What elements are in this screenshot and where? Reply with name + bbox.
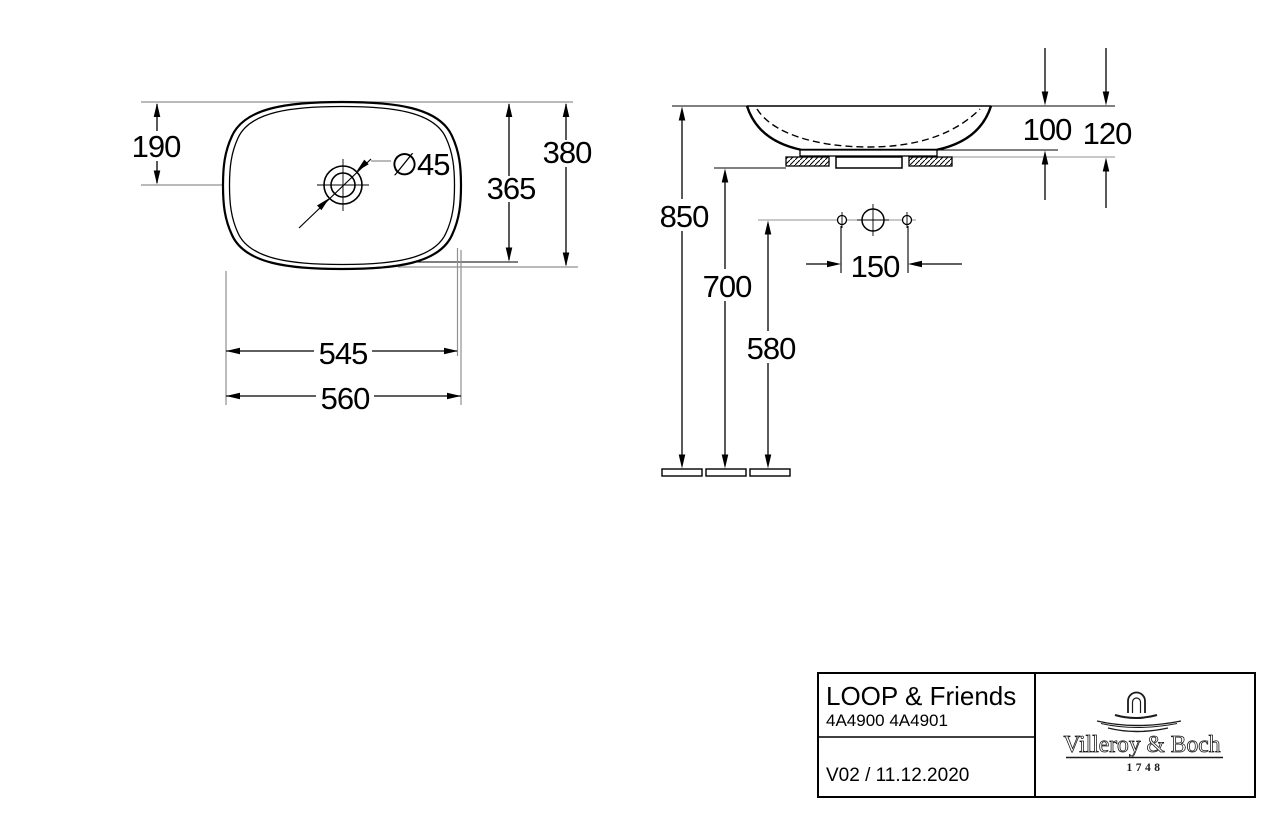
dim-label-365: 365 <box>486 171 536 206</box>
dim-label-580: 580 <box>746 331 796 366</box>
dim-arrow <box>226 348 240 355</box>
brand-founded-year: 1748 <box>1126 762 1164 774</box>
mounting-pad-right <box>909 157 952 166</box>
mounting-pad-left <box>786 157 829 166</box>
dim-arrow <box>506 103 513 117</box>
dim-label-120: 120 <box>1082 116 1132 151</box>
dim-arrow <box>722 455 729 469</box>
dim-arrow <box>563 103 570 117</box>
title-block <box>818 673 1255 797</box>
dim-label-100: 100 <box>1022 112 1072 147</box>
dim-arrow <box>563 253 570 267</box>
dim-arrow <box>827 261 841 268</box>
floor-mark <box>662 469 702 476</box>
dim-label-190: 190 <box>131 129 181 164</box>
drain-fitting <box>836 157 902 168</box>
bowl-foot-ring <box>800 150 937 156</box>
dim-arrow <box>1042 92 1049 106</box>
dim-arrow <box>154 103 161 117</box>
top-view <box>132 102 592 416</box>
dim-label-150: 150 <box>850 249 900 284</box>
dim-arrow <box>679 107 686 121</box>
dim-label-850: 850 <box>659 199 709 234</box>
dim-arrow <box>154 171 161 185</box>
dim-label-560: 560 <box>320 381 370 416</box>
dim-arrow <box>226 393 240 400</box>
floor-mark <box>750 469 790 476</box>
side-view <box>660 48 1132 476</box>
dim-arrow <box>722 169 729 183</box>
dim-arrow <box>1103 92 1110 106</box>
brand-name: Villeroy & Boch <box>1063 732 1221 758</box>
dim-label-700: 700 <box>702 269 752 304</box>
dim-arrow <box>908 261 922 268</box>
article-numbers: 4A4900 4A4901 <box>826 711 948 730</box>
dim-arrow <box>765 221 772 235</box>
bowl-inner-profile-hidden <box>757 109 980 147</box>
dim-arrow <box>679 455 686 469</box>
basin-outer-rim-outline <box>223 102 461 269</box>
version-date: V02 / 11.12.2020 <box>826 765 970 786</box>
dim-label-380: 380 <box>542 135 592 170</box>
dim-arrow <box>765 455 772 469</box>
dim-label-drain-diameter: ∅45 <box>391 147 450 182</box>
dim-arrow <box>447 393 461 400</box>
dim-arrow <box>506 248 513 262</box>
series-name: LOOP & Friends <box>826 681 1017 711</box>
dim-arrow <box>1103 158 1110 172</box>
floor-mark <box>706 469 746 476</box>
dim-arrow <box>444 348 458 355</box>
dim-label-545: 545 <box>318 336 368 371</box>
